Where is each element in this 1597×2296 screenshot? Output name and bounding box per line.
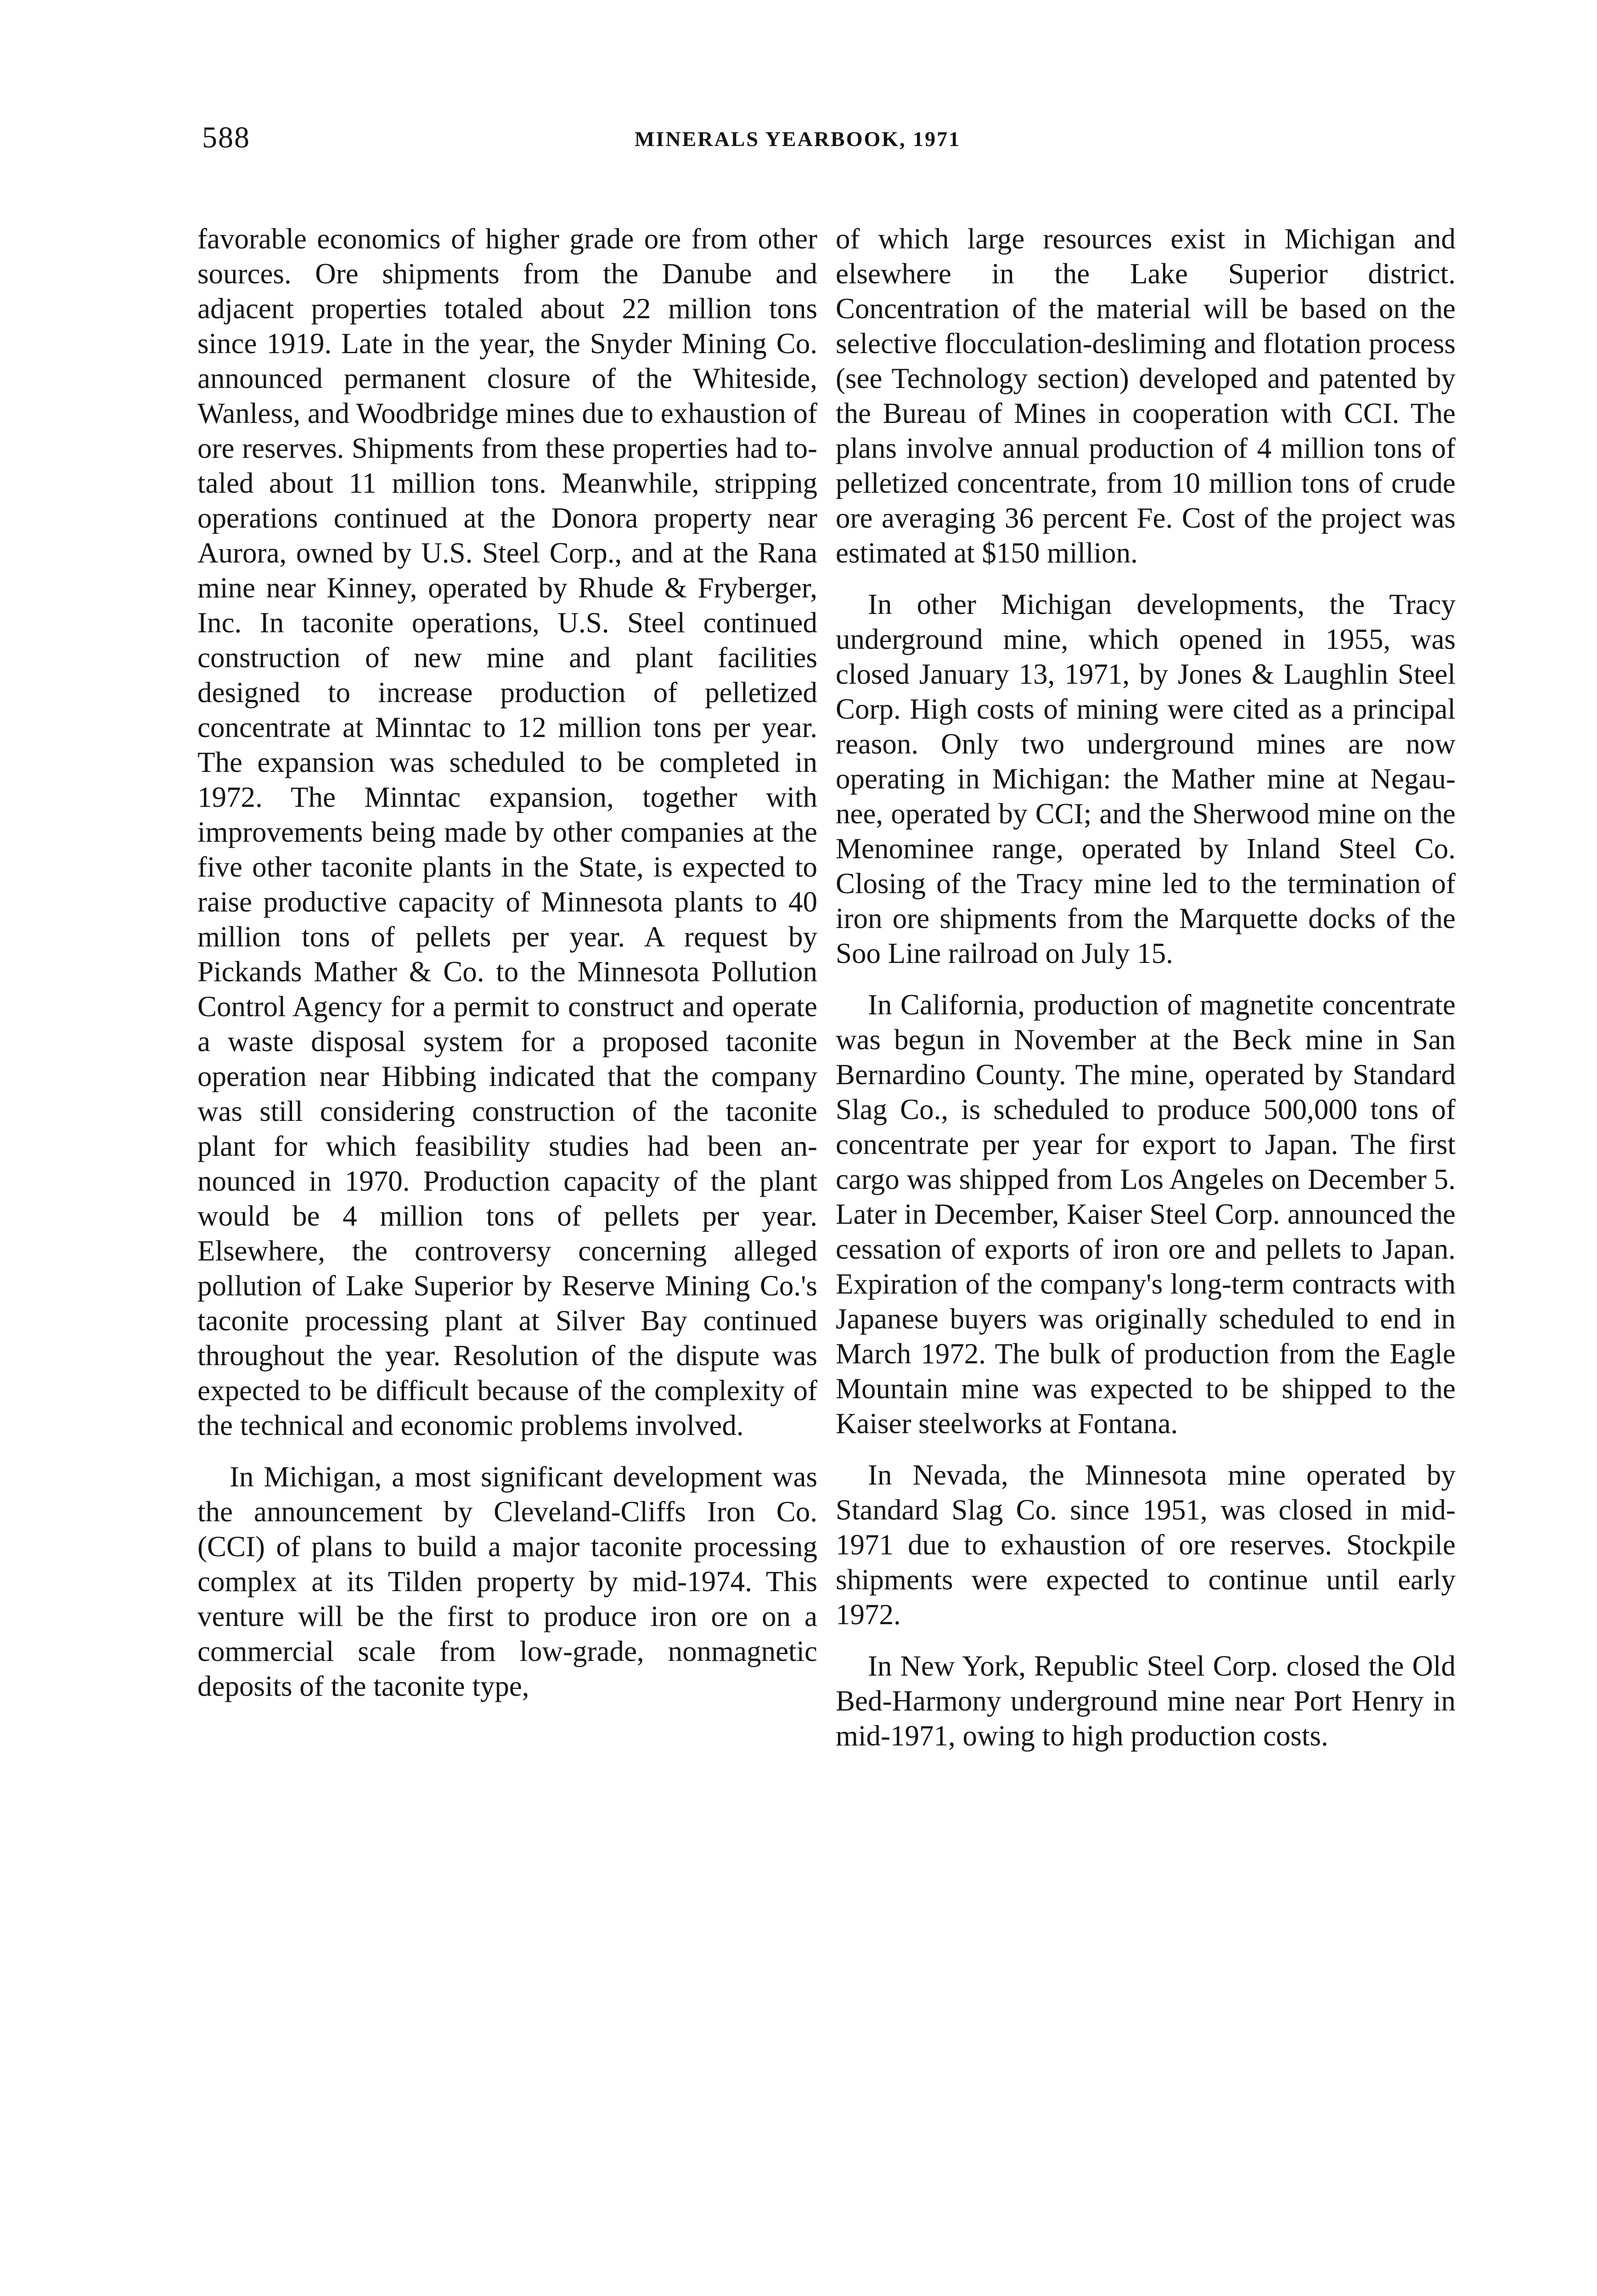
paragraph-minnesota-continued: favorable economics of higher grade ore from other sources. Ore shipments from the Danube and adjacent properties totaled about 22 million tons since 1919. Late in the year, the Snyder Mining Co. announced permanent closure of the Whiteside, Wanless, and Woodbridge mines due to exhaustion of ore reserves. Shipments from these properties had totaled about 11 million tons. Meanwhile, stripping operations continued at the Donora property near Aurora, owned by U.S. Steel Corp., and at the Rana mine near Kinney, operated by Rhude & Fryberger, Inc. In taconite operations, U.S. Steel continued construction of new mine and plant facilities designed to increase production of pelletized concentrate at Minntac to 12 million tons per year. The expansion was scheduled to be completed in 1972. The Minntac expansion, together with improvements being made by other companies at the five other taconite plants in the State, is expected to raise productive capacity of Minnesota plants to 40 million tons of pellets per year. A request by Pickands Mather & Co. to the Minnesota Pollution Control Agency for a permit to construct and operate a waste disposal system for a proposed taconite operation near Hibbing indicated that the company was still considering construction of the taconite plant for which feasibility studies had been announced in 1970. Production capacity of the plant would be 4 million tons of pellets per year. Elsewhere, the controversy concerning alleged pollution of Lake Superior by Reserve Mining Co.'s taconite processing plant at Silver Bay continued throughout the year. Resolution of the dispute was expected to be difficult because of the complexity of the technical and economic problems involved. [197, 223, 817, 1441]
paragraph-nevada: In Nevada, the Minnesota mine operated by Standard Slag Co. since 1951, was closed in mid-1971 due to exhaustion of ore reserves. Stockpile shipments were expected to continue until early 1972. [836, 1459, 1456, 1631]
paragraph-michigan-tracy: In other Michigan developments, the Tracy underground mine, which opened in 1955, was closed January 13, 1971, by Jones & Laughlin Steel Corp. High costs of mining were cited as a principal reason. Only two underground mines are now operating in Michigan: the Mather mine at Negaunee, operated by CCI; and the Sherwood mine on the Menominee range, operated by Inland Steel Co. Closing of the Tracy mine led to the termination of iron ore shipments from the Marquette docks of the Soo Line railroad on July 15. [836, 588, 1456, 969]
right-column [836, 221, 1456, 1770]
paragraph-california: In California, production of magnetite concentrate was begun in November at the Beck mine in San Bernardino County. The mine, operated by Standard Slag Co., is scheduled to produce 500,000 tons of concentrate per year for export to Japan. The first cargo was shipped from Los Angeles on December 5. Later in December, Kaiser Steel Corp. announced the cessation of exports of iron ore and pellets to Japan. Expiration of the company's long-term contracts with Japanese buyers was originally scheduled to end in March 1972. The bulk of production from the Eagle Mountain mine was expected to be shipped to the Kaiser steelworks at Fontana. [836, 989, 1456, 1440]
running-title: MINERALS YEARBOOK, 1971 [635, 127, 961, 151]
paragraph-michigan-tilden: In Michigan, a most significant development was the announcement by Cleveland-Cliffs Iron Co. (CCI) of plans to build a major taconite processing complex at its Tilden property by mid-1974. This venture will be the first to produce iron ore on a commercial scale from low-grade, nonmagnetic deposits of the taconite type, [197, 1461, 817, 1702]
left-column [197, 221, 817, 1720]
page-number: 588 [202, 121, 250, 154]
paragraph-michigan-continued: of which large resources exist in Michigan and elsewhere in the Lake Superior district. Concentration of the material will be based on the selective flocculation-desliming and flotation process (see Technology section) developed and patented by the Bureau of Mines in cooperation with CCI. The plans involve annual production of 4 million tons of pelletized concentrate, from 10 million tons of crude ore averaging 36 percent Fe. Cost of the project was estimated at $150 million. [836, 223, 1456, 569]
page-header [202, 120, 1450, 166]
paragraph-new-york: In New York, Republic Steel Corp. closed the Old Bed-Harmony underground mine near Port Henry in mid-1971, owing to high production costs. [836, 1650, 1456, 1752]
